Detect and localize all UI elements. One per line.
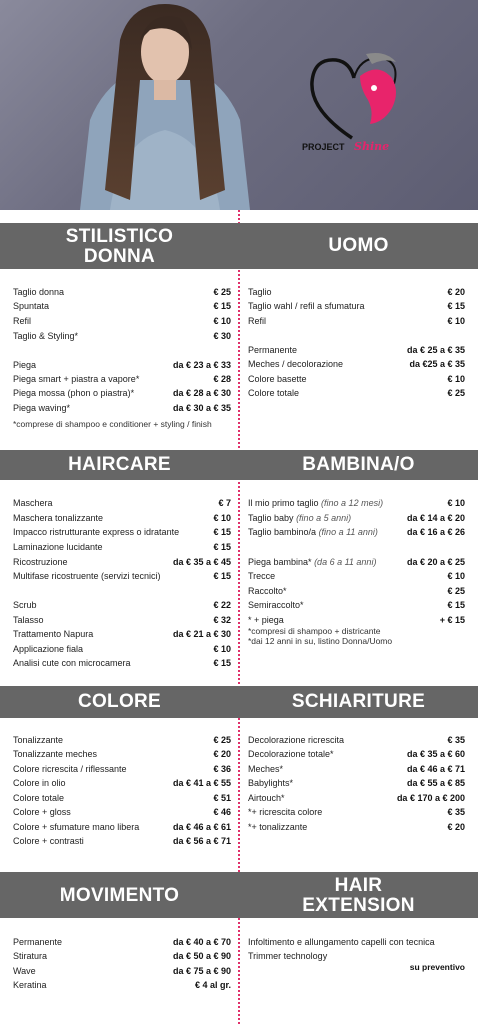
list-item: Taglio & Styling* € 30 (13, 331, 231, 341)
list-item: Semiraccolto* € 15 (248, 600, 465, 610)
section-title-hair-extension: HAIR EXTENSION (302, 875, 415, 916)
price-list-movimento (13, 936, 231, 996)
section-title-schiariture: SCHIARITURE (291, 691, 426, 712)
price-list-schiariture (248, 734, 465, 839)
list-item: Keratina € 4 al gr. (13, 980, 231, 990)
section-title-uomo: UOMO (328, 235, 389, 256)
section-title-bambina: BAMBINA/O (302, 454, 415, 475)
list-item: Piega da € 23 a € 33 (13, 360, 231, 370)
list-item: Maschera € 7 (13, 498, 231, 508)
hair-extension-price: su preventivo (409, 962, 465, 972)
list-item: *+ tonalizzante € 20 (248, 822, 465, 832)
list-item: Babylights* da € 55 a € 85 (248, 778, 465, 788)
list-item: Taglio donna € 25 (13, 287, 231, 297)
note-stilistico-donna: *comprese di shampoo e conditioner + styling / finish (13, 419, 212, 429)
list-item: Taglio baby (fino a 5 anni) da € 14 a € 20 (248, 513, 465, 523)
list-item: Meches* da € 46 a € 71 (248, 764, 465, 774)
note-bambina-1: *compresi di shampoo + districante (248, 626, 381, 636)
logo-word-shine: Shine (354, 140, 390, 153)
hair-extension-description-1: Infoltimento e allungamento capelli con tecnica (248, 937, 435, 947)
list-item: Meches / decolorazione da €25 a € 35 (248, 359, 465, 369)
model-photo (50, 0, 280, 210)
price-list-haircare (13, 497, 231, 672)
list-item: Applicazione fiala € 10 (13, 644, 231, 654)
list-item: Decolorazione totale* da € 35 a € 60 (248, 749, 465, 759)
logo-word-project: PROJECT (302, 142, 345, 152)
list-item: Ricostruzione da € 35 a € 45 (13, 557, 231, 567)
section-title-colore: COLORE (77, 691, 162, 712)
list-item: Colore + sfumature mano libera da € 46 a € 61 (13, 822, 231, 832)
list-item: Taglio wahl / refil a sfumatura € 15 (248, 301, 465, 311)
list-item: Impacco ristrutturante express o idratante € 15 (13, 527, 231, 537)
price-list-uomo (248, 286, 465, 406)
hero-banner (0, 0, 478, 210)
list-item: Colore ricrescita / riflessante € 36 (13, 764, 231, 774)
list-item: Refil € 10 (248, 316, 465, 326)
section-title-stilistico-donna: STILISTICO DONNA (65, 226, 174, 267)
price-list-stilistico-donna (13, 286, 231, 431)
price-list-colore (13, 734, 231, 854)
list-item: Tonalizzante € 25 (13, 735, 231, 745)
list-item: Piega bambina* (da 6 a 11 anni) da € 20 a € 25 (248, 557, 465, 567)
section-title-haircare: HAIRCARE (68, 454, 171, 475)
list-item: Spuntata € 15 (13, 301, 231, 311)
list-item: Colore totale € 25 (248, 388, 465, 398)
list-item: * + piega + € 15 (248, 615, 465, 625)
list-item: Trecce € 10 (248, 571, 465, 581)
list-item: Piega mossa (phon o piastra)* da € 28 a € 30 (13, 388, 231, 398)
section-title-movimento: MOVIMENTO (59, 885, 180, 906)
list-item: *+ ricrescita colore € 35 (248, 807, 465, 817)
list-item: Scrub € 22 (13, 600, 231, 610)
list-item: Piega smart + piastra a vapore* € 28 (13, 374, 231, 384)
list-item: Wave da € 75 a € 90 (13, 966, 231, 976)
list-item: Colore + contrasti da € 56 a € 71 (13, 836, 231, 846)
list-item: Piega waving* da € 30 a € 35 (13, 403, 231, 413)
list-item: Permanente da € 25 a € 35 (248, 345, 465, 355)
list-item: Airtouch* da € 170 a € 200 (248, 793, 465, 803)
project-shine-logo (300, 48, 410, 158)
list-item: Taglio € 20 (248, 287, 465, 297)
list-item: Raccolto* € 25 (248, 586, 465, 596)
list-item: Colore + gloss € 46 (13, 807, 231, 817)
list-item: Colore totale € 51 (13, 793, 231, 803)
list-item: Taglio bambino/a (fino a 11 anni) da € 16 a € 26 (248, 527, 465, 537)
list-item: Analisi cute con microcamera € 15 (13, 658, 231, 668)
list-item: Decolorazione ricrescita € 35 (248, 735, 465, 745)
list-item: Permanente da € 40 a € 70 (13, 937, 231, 947)
list-item: Maschera tonalizzante € 10 (13, 513, 231, 523)
list-item: Stiratura da € 50 a € 90 (13, 951, 231, 961)
list-item: Refil € 10 (13, 316, 231, 326)
list-item: Multifase ricostruente (servizi tecnici) € 15 (13, 571, 231, 581)
hair-extension-description-2: Trimmer technology (248, 951, 328, 961)
list-item: Il mio primo taglio (fino a 12 mesi) € 10 (248, 498, 465, 508)
list-item: Tonalizzante meches € 20 (13, 749, 231, 759)
list-item: Trattamento Napura da € 21 a € 30 (13, 629, 231, 639)
list-item: Laminazione lucidante € 15 (13, 542, 231, 552)
list-item: Colore in olio da € 41 a € 55 (13, 778, 231, 788)
list-item: Talasso € 32 (13, 615, 231, 625)
list-item: Colore basette € 10 (248, 374, 465, 384)
note-bambina-2: *dai 12 anni in su, listino Donna/Uomo (248, 636, 393, 646)
price-list-bambina (248, 497, 465, 627)
